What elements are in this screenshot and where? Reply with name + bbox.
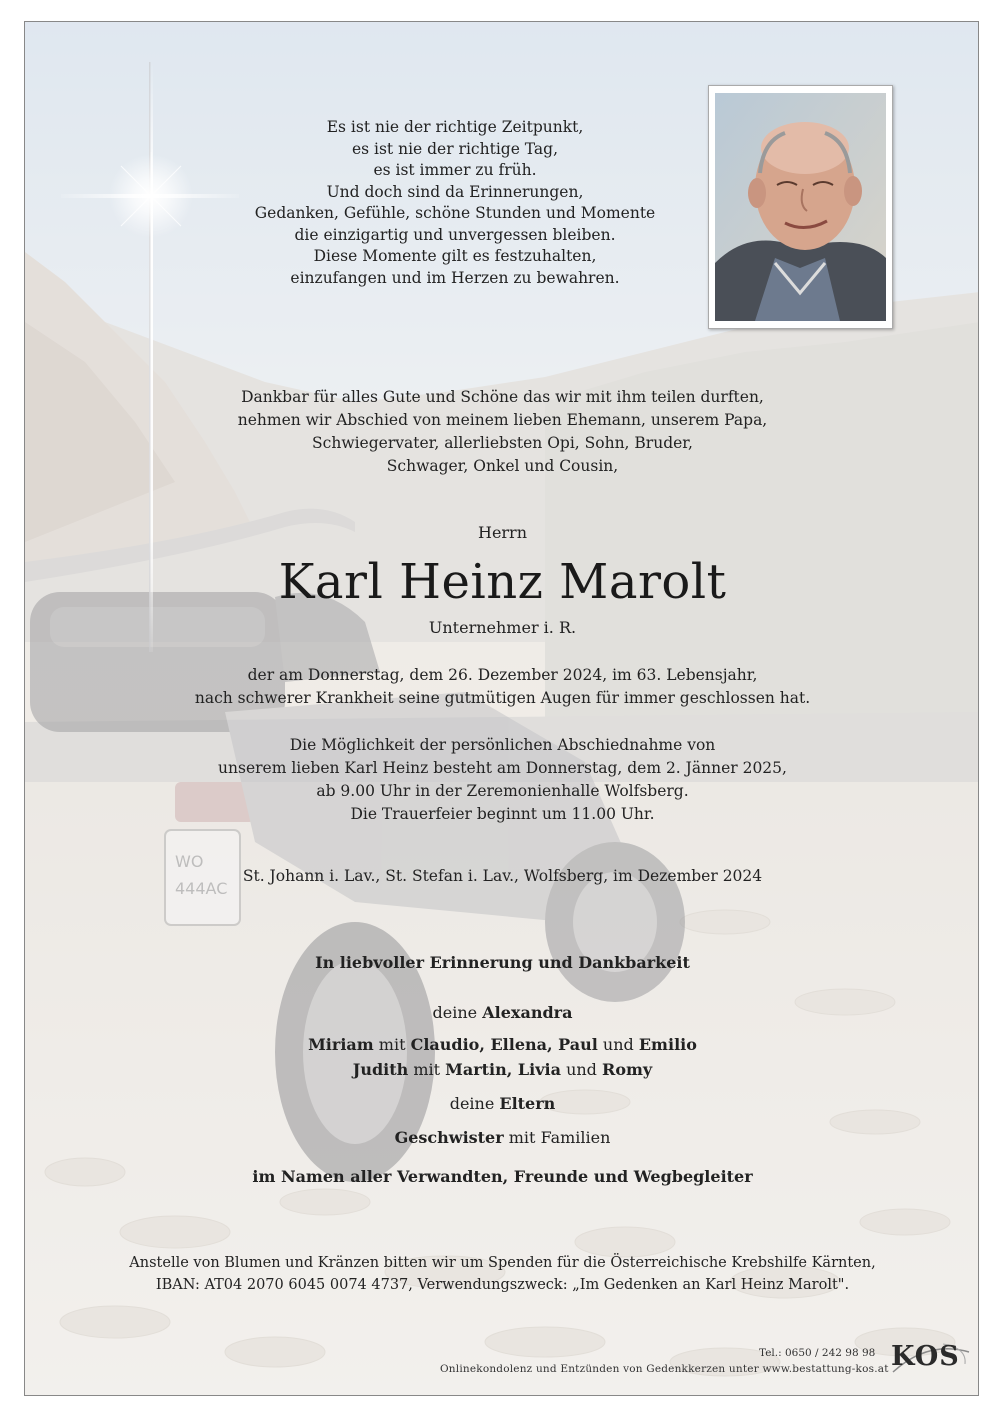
svg-text:444AC: 444AC — [175, 879, 228, 898]
donation-line: Anstelle von Blumen und Kränzen bitten wir um Spenden für die Österreichische Krebshilfe Kärnten, — [129, 1255, 876, 1271]
death-line: der am Donnerstag, dem 26. Dezember 2024, im 63. Lebensjahr, — [247, 666, 758, 684]
family-name: Judith — [352, 1060, 409, 1079]
family-name: Miriam — [308, 1035, 374, 1054]
farewell-line: Die Möglichkeit der persönlichen Abschiednahme von — [289, 736, 716, 754]
poem — [245, 117, 665, 289]
family-name: Claudio, Ellena, Paul — [410, 1035, 598, 1054]
family-text: und — [560, 1060, 603, 1079]
family-list — [25, 1000, 979, 1150]
salutation: Herrn — [477, 523, 528, 542]
place-date: St. Johann i. Lav., St. Stefan i. Lav., Wolfsberg, im Dezember 2024 — [242, 867, 763, 885]
portrait-frame — [708, 85, 893, 329]
farewell-line: unserem lieben Karl Heinz besteht am Donnerstag, dem 2. Jänner 2025, — [218, 759, 787, 777]
poem-line: es ist nie der richtige Tag, — [351, 139, 559, 158]
family-text: deine — [432, 1003, 483, 1022]
family-text: mit — [373, 1035, 411, 1054]
poem-line: es ist immer zu früh. — [373, 161, 537, 179]
family-name: Martin, Livia — [445, 1060, 561, 1079]
intro-line: nehmen wir Abschied von meinem lieben Ehemann, unserem Papa, — [237, 411, 768, 429]
relatives-line: im Namen aller Verwandten, Freunde und Wegbegleiter — [252, 1167, 753, 1186]
family-line — [25, 1032, 979, 1057]
family-name: Geschwister — [394, 1128, 504, 1147]
poem-line: die einzigartig und unvergessen bleiben. — [294, 225, 616, 244]
poem-line: Gedanken, Gefühle, schöne Stunden und Momente — [254, 204, 656, 222]
death-line: nach schwerer Krankheit seine gutmütigen Augen für immer geschlossen hat. — [194, 689, 811, 707]
intro-text — [25, 386, 979, 478]
family-name: Eltern — [499, 1094, 556, 1113]
portrait-photo — [715, 93, 886, 321]
farewell-info — [25, 734, 979, 826]
intro-line: Dankbar für alles Gute und Schöne das wir mit ihm teilen durften, — [241, 388, 764, 406]
poem-line: Es ist nie der richtige Zeitpunkt, — [326, 118, 584, 136]
death-notice — [25, 664, 979, 710]
family-name: Romy — [602, 1060, 653, 1079]
family-line — [25, 1057, 979, 1082]
svg-text:WO: WO — [175, 852, 204, 871]
farewell-line: Die Trauerfeier beginnt um 11.00 Uhr. — [350, 805, 655, 823]
poem-line: Diese Momente gilt es festzuhalten, — [313, 247, 597, 265]
poem-line: einzufangen und im Herzen zu bewahren. — [290, 268, 620, 287]
memory-heading: In liebvoller Erinnerung und Dankbarkeit — [315, 953, 690, 972]
family-text: und — [597, 1035, 639, 1054]
family-line — [25, 1000, 979, 1025]
family-name: Emilio — [638, 1035, 697, 1054]
intro-line: Schwiegervater, allerliebsten Opi, Sohn, Bruder, — [312, 434, 693, 452]
donation-line: IBAN: AT04 2070 6045 0074 4737, Verwendungszweck: „Im Gedenken an Karl Heinz Marolt". — [155, 1277, 850, 1293]
intro-line: Schwager, Onkel und Cousin, — [386, 457, 619, 475]
donation-request — [25, 1252, 979, 1296]
family-text: deine — [449, 1094, 500, 1113]
family-line — [25, 1125, 979, 1150]
footer-phone: Tel.: 0650 / 242 98 98 — [759, 1347, 876, 1359]
family-text: mit Familien — [503, 1128, 611, 1147]
obituary-card — [24, 21, 979, 1396]
footer-website: Onlinekondolenz und Entzünden von Gedenkkerzen unter www.bestattung-kos.at — [440, 1363, 889, 1375]
family-text: mit — [408, 1060, 446, 1079]
occupation: Unternehmer i. R. — [428, 618, 577, 637]
family-line — [25, 1091, 979, 1116]
poem-line: Und doch sind da Erinnerungen, — [326, 182, 584, 201]
family-name: Alexandra — [482, 1003, 573, 1022]
kos-logo: KOS — [891, 1341, 960, 1372]
farewell-line: ab 9.00 Uhr in der Zeremonienhalle Wolfsberg. — [316, 782, 689, 800]
deceased-name: Karl Heinz Marolt — [278, 554, 727, 610]
